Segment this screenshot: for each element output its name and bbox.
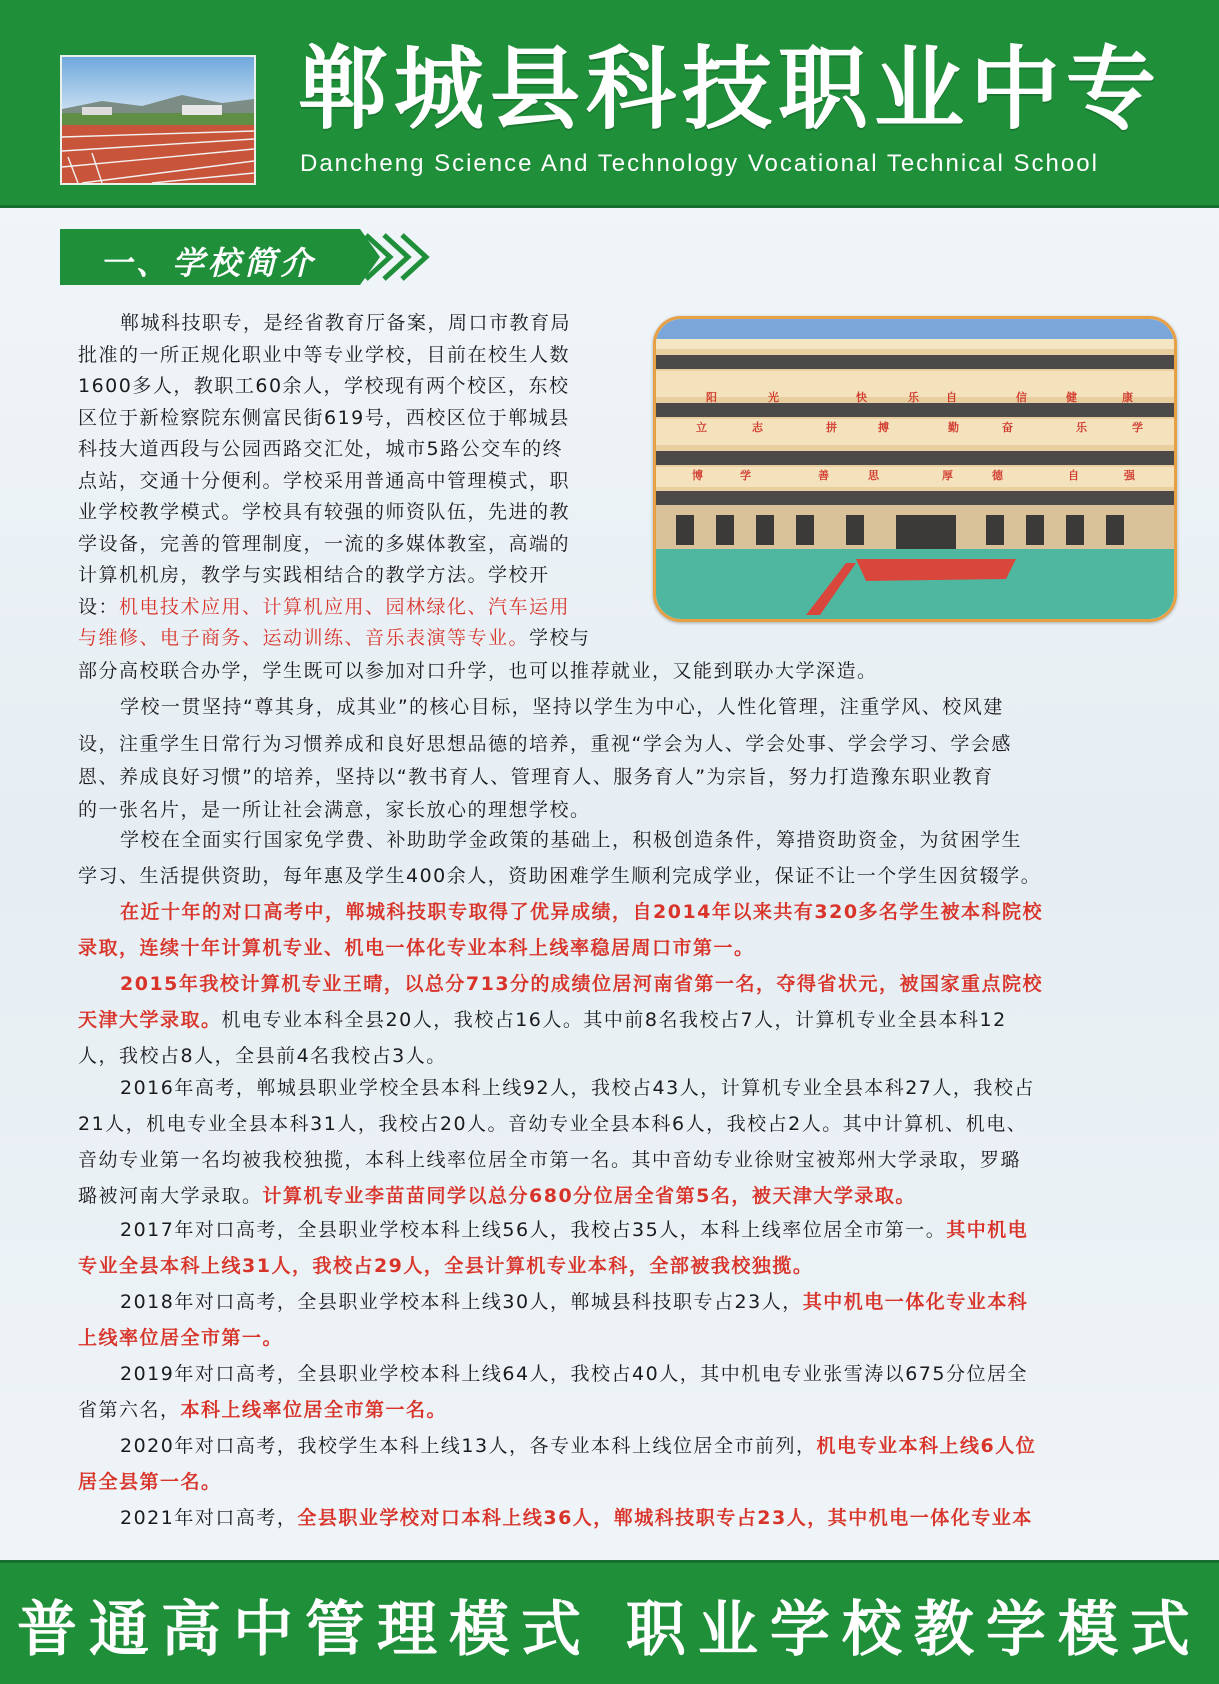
- intro-paragraph: [78, 308, 648, 655]
- year-2020-line: [78, 1428, 1168, 1464]
- year-2017-paragraph: [78, 1212, 1168, 1284]
- slogan-char: 勤: [948, 421, 959, 434]
- year-2016-line: 2016年高考，郸城县职业学校全县本科上线92人，我校占43人，计算机专业全县本科27人，我校占: [120, 1077, 1035, 1099]
- intro-line: 郸城科技职专，是经省教育厅备案，周口市教育局: [120, 312, 572, 334]
- year-2015-paragraph: [78, 966, 1168, 1074]
- year-2019-highlight: 本科上线率位居全市第一名。: [180, 1399, 448, 1421]
- slogan-char: 信: [1016, 391, 1027, 404]
- year-2021-highlight: 全县职业学校对口本科上线36人，郸城科技职专占23人，其中机电一体化专业本: [297, 1507, 1033, 1529]
- intro-line: 区位于新检察院东侧富民街619号，西校区位于郸城县: [78, 406, 570, 429]
- year-2018-paragraph: [78, 1284, 1168, 1356]
- running-track-photo: [60, 55, 256, 185]
- slogan-char: 厚: [942, 469, 953, 482]
- mission-paragraph: [78, 691, 1168, 827]
- year-2018-highlight: 其中机电一体化专业本科: [802, 1291, 1029, 1313]
- running-track-image: [62, 57, 254, 183]
- majors-suffix: 学校与: [529, 627, 591, 649]
- majors-list: 机电技术应用、计算机应用、园林绿化、汽车运用: [119, 595, 571, 618]
- slogan-char: 健: [1066, 391, 1077, 404]
- majors-list: 与维修、电子商务、运动训练、音乐表演等专业。: [78, 627, 530, 649]
- slogan-char: 搏: [878, 421, 889, 434]
- intro-line: 计算机机房，教学与实践相结合的教学方法。学校开: [78, 564, 550, 586]
- mission-line: 的一张名片，是一所让社会满意，家长放心的理想学校。: [78, 799, 591, 821]
- school-title: 郸城县科技职业中专: [298, 37, 1162, 142]
- year-2016-line: 21人，机电专业全县本科31人，我校占20人。音幼专业全县本科6人，我校占2人。其中计算机、机电、: [78, 1113, 1028, 1135]
- mission-line: 设，注重学生日常行为习惯养成和良好思想品德的培养，重视“学会为人、学会处事、学会学习、学会感: [78, 733, 1012, 755]
- slogan-char: 学: [1132, 421, 1143, 434]
- intro-majors-line: [78, 623, 648, 655]
- tianjin-admission: 天津大学录取。: [78, 1009, 222, 1031]
- intro-line: 点站，交通十分便利。学校采用普通高中管理模式，职: [78, 469, 571, 492]
- achievement-line: 录取，连续十年计算机专业、机电一体化专业本科上线率稳居周口市第一。: [78, 937, 755, 959]
- slogan-char: 光: [768, 391, 779, 404]
- header-bar: [0, 0, 1219, 208]
- intro-line: 学设备，完善的管理制度，一流的多媒体教室，高端的: [78, 532, 571, 555]
- year-2016-detail: 璐被河南大学录取。: [78, 1185, 263, 1207]
- year-2021-line: [78, 1500, 1168, 1536]
- year-2017-line: 专业全县本科上线31人，我校占29人，全县计算机专业本科，全部被我校独揽。: [78, 1255, 814, 1277]
- intro-line: 批准的一所正规化职业中等专业学校，目前在校生人数: [78, 343, 571, 366]
- slogan-char: 乐: [1076, 421, 1087, 434]
- slogan-char: 康: [1122, 391, 1133, 404]
- achievement-line: 在近十年的对口高考中，郸城科技职专取得了优异成绩，自2014年以来共有320多名学生被本科院校: [120, 901, 1044, 923]
- year-2019-detail: 省第六名，: [78, 1399, 181, 1421]
- mission-line: 恩、养成良好习惯”的培养，坚持以“教书育人、管理育人、服务育人”为宗旨，努力打造豫东职业教育: [78, 766, 994, 788]
- intro-line: 1600多人，教职工60余人，学校现有两个校区，东校: [78, 375, 570, 397]
- aid-line: 学习、生活提供资助，每年惠及学生400余人，资助困难学生顺利完成学业，保证不让一个学生因贫辍学。: [78, 865, 1042, 887]
- slogan-char: 乐: [908, 391, 919, 404]
- slogan-char: 拼: [826, 421, 837, 434]
- slogan-char: 快: [856, 391, 867, 404]
- slogan-char: 自: [1068, 469, 1079, 482]
- year-2019-paragraph: [78, 1356, 1168, 1428]
- year-2021-paragraph: [78, 1500, 1168, 1536]
- slogan-char: 阳: [706, 391, 717, 404]
- year-2019-line: 2019年对口高考，全县职业学校本科上线64人，我校占40人，其中机电专业张雪涛以675分位居全: [120, 1363, 1028, 1385]
- footer-bar: [0, 1560, 1219, 1684]
- year-2018-line: [78, 1284, 1168, 1320]
- slogan-char: 善: [818, 469, 829, 482]
- year-2017-detail: 2017年对口高考，全县职业学校本科上线56人，我校占35人，本科上线率位居全市第一。: [120, 1219, 947, 1241]
- slogan-char: 博: [692, 469, 703, 482]
- slogan-char: 强: [1124, 469, 1135, 482]
- year-2015-line: [78, 1002, 1168, 1038]
- year-2020-paragraph: [78, 1428, 1168, 1500]
- year-2018-line: 上线率位居全市第一。: [78, 1327, 284, 1349]
- achievement-paragraph: [78, 894, 1168, 966]
- slogan-char: 思: [868, 469, 879, 482]
- year-2016-paragraph: [78, 1070, 1168, 1214]
- mission-line: 学校一贯坚持“尊其身，成其业”的核心目标，坚持以学生为中心，人性化管理，注重学风、校风建: [120, 696, 1004, 718]
- year-2019-line: [78, 1392, 1168, 1428]
- intro-line: 科技大道西段与公园西路交汇处，城市5路公交车的终: [78, 438, 564, 460]
- year-2016-highlight: 计算机专业李苗苗同学以总分680分位居全省第5名，被天津大学录取。: [262, 1185, 916, 1207]
- slogan-char: 学: [740, 469, 751, 482]
- section-title: 一、学校简介: [100, 244, 317, 282]
- year-2016-line: [78, 1178, 1168, 1214]
- slogan-char: 立: [696, 421, 707, 434]
- year-2018-detail: 2018年对口高考，全县职业学校本科上线30人，郸城县科技职专占23人，: [120, 1291, 803, 1313]
- year-2016-line: 音幼专业第一名均被我校独揽，本科上线率位居全市第一名。其中音幼专业徐财宝被郑州大学录取，罗璐: [78, 1149, 1022, 1171]
- slogan-char: 德: [992, 469, 1003, 482]
- slogan-char: 自: [946, 391, 957, 404]
- intro-line: 业学校教学模式。学校具有较强的师资队伍，先进的教: [78, 501, 571, 523]
- school-building-photo: [653, 316, 1177, 622]
- intro-last-line: 部分高校联合办学，学生既可以参加对口升学，也可以推荐就业，又能到联办大学深造。: [78, 660, 878, 682]
- slogan-char: 志: [752, 421, 763, 434]
- slogan-char: 奋: [1002, 421, 1013, 434]
- year-2020-detail: 2020年对口高考，我校学生本科上线13人，各专业本科上线位居全市前列，: [120, 1435, 817, 1457]
- school-english-name: Dancheng Science And Technology Vocational Technical School: [300, 150, 1099, 177]
- school-building-image: [656, 319, 1174, 619]
- year-2021-detail: 2021年对口高考，: [120, 1507, 298, 1529]
- majors-prefix: 设：: [78, 595, 120, 618]
- year-2015-line: 人，我校占8人，全县前4名我校占3人。: [78, 1045, 447, 1067]
- year-2017-line: [78, 1212, 1168, 1248]
- aid-line: 学校在全面实行国家免学费、补助助学金政策的基础上，积极创造条件，筹措资助资金，为贫困学生: [120, 829, 1023, 851]
- year-2015-line: 2015年我校计算机专业王晴，以总分713分的成绩位居河南省第一名，夺得省状元，被国家重点院校: [120, 973, 1044, 995]
- year-2020-highlight: 机电专业本科上线6人位: [816, 1435, 1037, 1457]
- year-2015-detail: 机电专业本科全县20人，我校占16人。其中前8名我校占7人，计算机专业全县本科12: [221, 1009, 1007, 1031]
- year-2020-line: 居全县第一名。: [78, 1471, 222, 1493]
- aid-paragraph: [78, 822, 1168, 894]
- year-2017-highlight: 其中机电: [946, 1219, 1029, 1241]
- footer-slogan: 普通高中管理模式 职业学校教学模式: [17, 1595, 1202, 1665]
- intro-majors-line: [78, 592, 648, 624]
